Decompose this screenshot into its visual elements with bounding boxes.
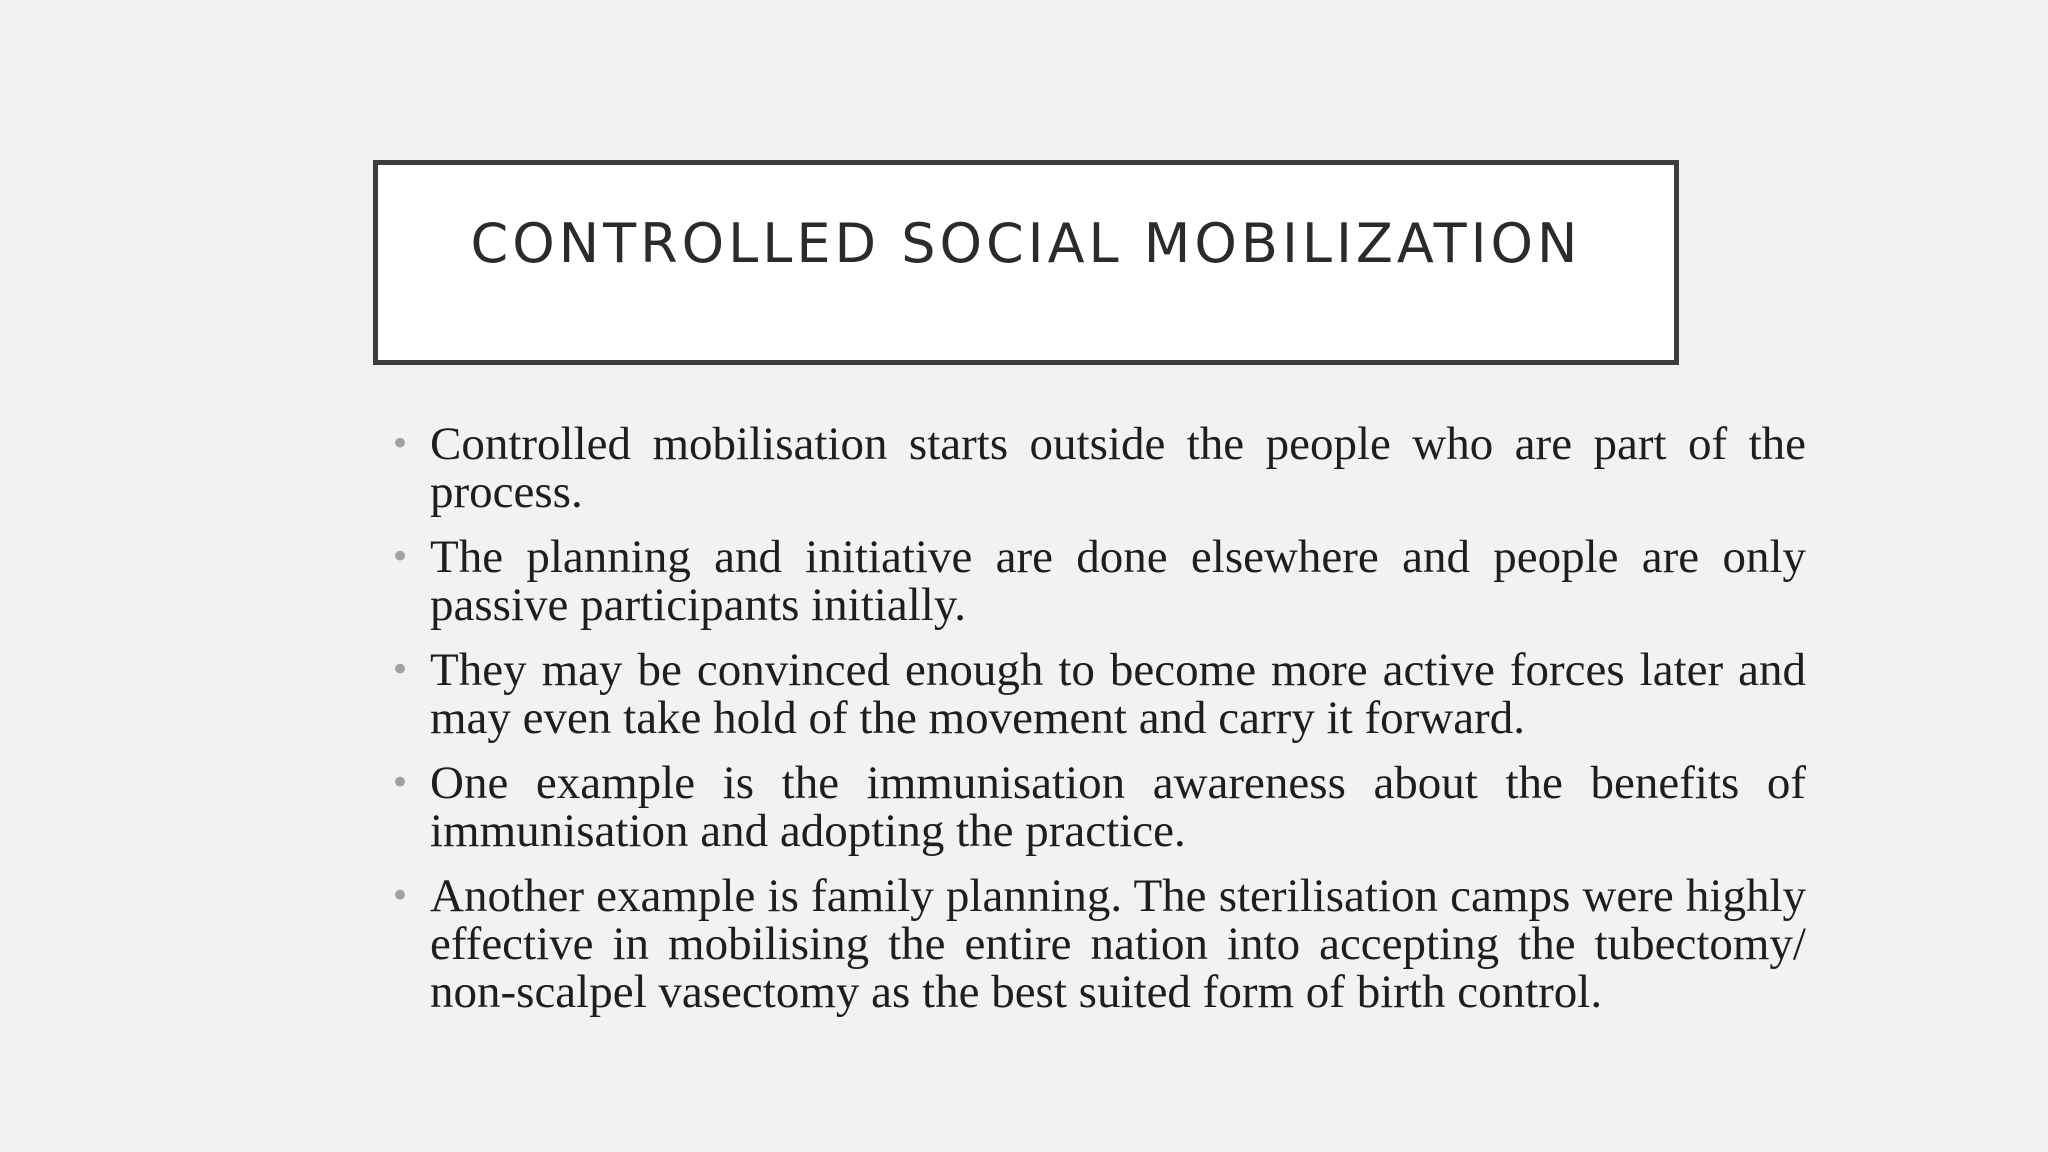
bullet-text: The planning and initiative are done elsewhere and people are only passive participants initially. bbox=[430, 531, 1806, 631]
bullet-list bbox=[388, 420, 1806, 1033]
bullet-dot-icon: • bbox=[390, 763, 411, 803]
bullet-item bbox=[388, 646, 1806, 742]
bullet-item bbox=[388, 420, 1806, 516]
bullet-item bbox=[388, 533, 1806, 629]
slide-title: CONTROLLED SOCIAL MOBILIZATION bbox=[470, 212, 1582, 275]
bullet-item bbox=[388, 872, 1806, 1016]
title-box bbox=[373, 160, 1679, 365]
bullet-dot-icon: • bbox=[390, 537, 411, 577]
bullet-text: They may be convinced enough to become more active forces later and may even take hold of the movement and carry it forward. bbox=[430, 644, 1806, 744]
bullet-text: Controlled mobilisation starts outside the people who are part of the process. bbox=[430, 418, 1806, 518]
bullet-item bbox=[388, 759, 1806, 855]
bullet-dot-icon: • bbox=[390, 424, 411, 464]
bullet-dot-icon: • bbox=[390, 650, 411, 690]
bullet-dot-icon: • bbox=[390, 876, 411, 916]
bullet-text: Another example is family planning. The sterilisation camps were highly effective in mobilising the entire nation into accepting the tubectomy/ non-scalpel vasectomy as the best suited form of birth control. bbox=[430, 870, 1806, 1018]
bullet-text: One example is the immunisation awareness about the benefits of immunisation and adopting the practice. bbox=[430, 757, 1806, 857]
